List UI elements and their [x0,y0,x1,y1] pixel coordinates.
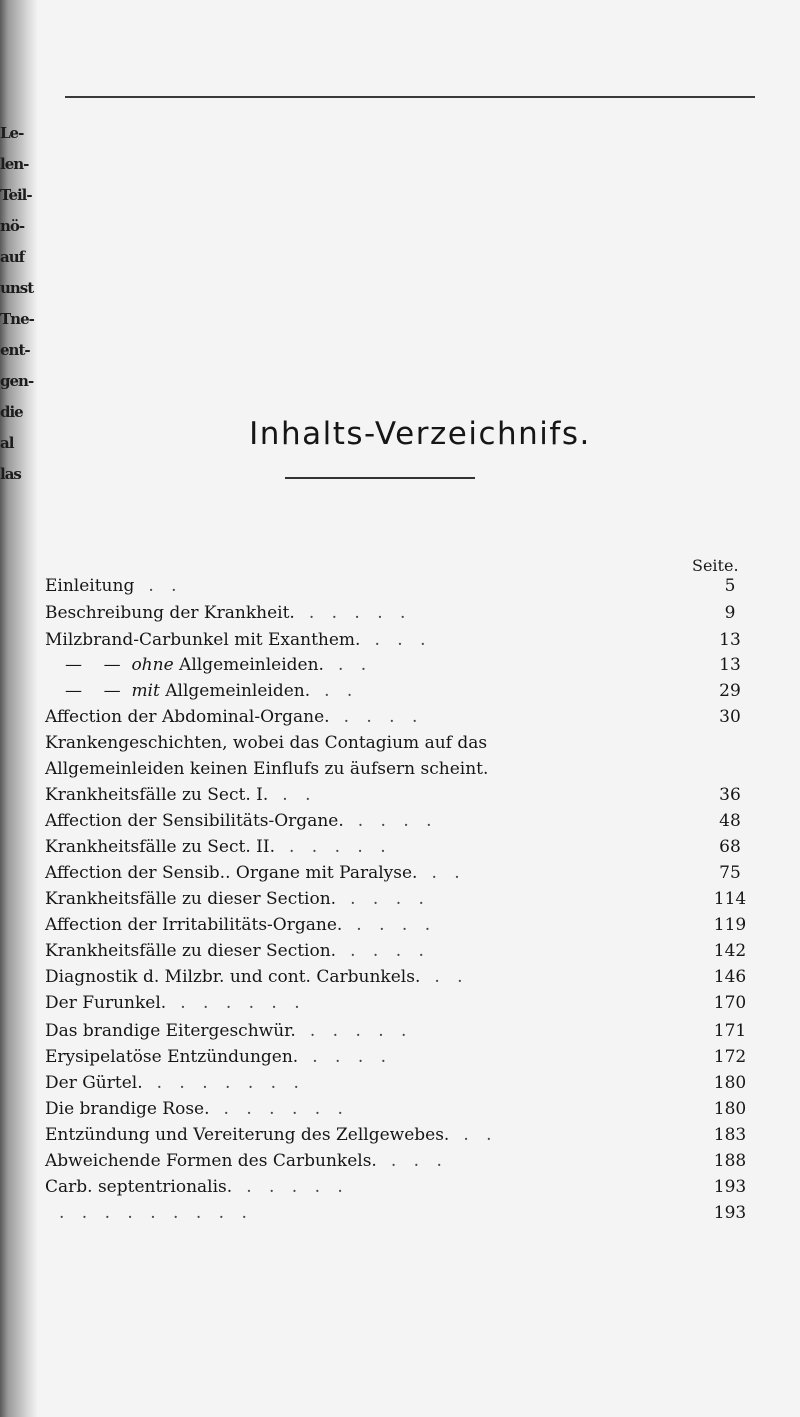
toc-leader-dots: . . [324,681,359,701]
toc-page-number: 171 [713,1021,747,1041]
toc-entry [45,707,685,727]
margin-fragment: die [0,403,23,421]
margin-fragment: Le- [0,124,24,142]
toc-leader-dots: . . [431,863,466,883]
margin-fragment: ent- [0,341,30,359]
toc-leader-dots: . . . . . . [223,1099,349,1119]
toc-page-number: 9 [724,603,736,623]
toc-entry [45,1021,685,1041]
toc-entry-title: Affection der Sensib.. Organe mit Paralyse. [45,863,418,883]
toc-leader-dots: . . . . . [289,837,392,857]
toc-entry-title: Affection der Irritabilitäts-Organe. [45,915,343,935]
toc-leader-dots: . . . . . . . [156,1073,305,1093]
toc-leader-dots: . . . . [343,707,424,727]
toc-page-number: 5 [724,576,736,596]
toc-page-number: 119 [713,915,747,935]
margin-fragment: al [0,434,14,452]
toc-page-number: 170 [713,993,747,1013]
toc-entry-title: Allgemeinleiden. [159,681,311,701]
toc-leader-dots: . . . [390,1151,448,1171]
toc-leader-dots: . . . . [350,941,430,961]
page-column-label: Seite. [692,556,739,575]
margin-fragment: len- [0,155,29,173]
toc-entry-title: Milzbrand-Carbunkel mit Exanthem. [45,630,361,650]
toc-entry [45,863,685,883]
toc-page-number: 193 [713,1203,747,1223]
toc-leader-dots: . . . [374,630,432,650]
toc-page-number: 68 [719,837,741,857]
toc-entry-title: Krankheitsfälle zu dieser Section. [45,941,337,961]
toc-leader-dots: . . . . [356,915,437,935]
toc-page-number: 75 [719,863,741,883]
toc-entry [45,681,685,701]
toc-entry [45,967,685,987]
toc-page-number: 114 [713,889,747,909]
toc-leader-dots: . . [148,576,183,596]
toc-entry [45,1203,685,1223]
toc-entry-title: Entzündung und Vereiterung des Zellgewebes. [45,1125,450,1145]
toc-entry-ditto: — — [65,655,132,675]
toc-entry [45,889,685,909]
toc-leader-dots: . . [337,655,373,675]
toc-leader-dots: . . . . . [309,1021,413,1041]
toc-entry [45,837,685,857]
toc-entry-qualifier: mit [131,681,160,701]
toc-entry [45,759,685,779]
toc-entry-title: Der Furunkel. [45,993,167,1013]
toc-entry-title: Abweichende Formen des Carbunkels. [45,1151,377,1171]
toc-entry [45,1125,685,1145]
toc-page-number: 29 [719,681,741,701]
toc-page-number: 193 [713,1177,747,1197]
toc-leader-dots: . . . . [350,889,430,909]
toc-page-number: 142 [713,941,747,961]
toc-entry [45,1047,685,1067]
toc-page-number: 13 [719,655,741,675]
toc-entry-title: Krankheitsfälle zu dieser Section. [45,889,337,909]
toc-entry-title: Beschreibung der Krankheit. [45,603,295,623]
toc-entry-qualifier: ohne [131,655,174,675]
toc-entry-title: Der Gürtel. [45,1073,143,1093]
toc-entry-title: Die brandige Rose. [45,1099,210,1119]
toc-entry-title: Erysipelatöse Entzündungen. [45,1047,299,1067]
toc-entry [45,576,685,596]
toc-entry [45,915,685,935]
toc-entry [45,1151,685,1171]
toc-entry [45,1073,685,1093]
toc-entry-ditto: — — [65,681,132,701]
toc-entry [45,941,685,961]
toc-leader-dots: . . [282,785,317,805]
toc-page-number: 180 [713,1099,747,1119]
toc-entry [45,785,685,805]
toc-page-number: 48 [719,811,741,831]
toc-page-number: 36 [719,785,741,805]
toc-leader-dots: . . . . . [308,603,412,623]
toc-entry-title: Allgemeinleiden. [173,655,324,675]
toc-entry-title: Allgemeinleiden keinen Einflufs zu äufsern scheint. [45,759,489,779]
toc-entry [45,630,685,650]
toc-entry [45,655,685,675]
page-title: Inhalts-Verzeichnifs. [249,416,591,452]
toc-entry [45,811,685,831]
toc-page-number: 188 [713,1151,747,1171]
margin-fragment: nö- [0,217,25,235]
margin-fragment: auf [0,248,25,266]
toc-leader-dots: . . . . . . . . . [59,1203,253,1223]
toc-page-number: 172 [713,1047,747,1067]
toc-entry [45,733,685,753]
margin-fragment: las [0,465,21,483]
toc-entry-title: Einleitung [45,576,135,596]
toc-entry [45,1177,685,1197]
margin-fragment: unst [0,279,34,297]
toc-leader-dots: . . . . . [246,1177,349,1197]
toc-page-number: 30 [719,707,741,727]
toc-leader-dots: . . . . . . [180,993,306,1013]
margin-fragment: Tne- [0,310,34,328]
toc-entry-title: Affection der Abdominal-Organe. [45,707,330,727]
margin-fragment: Teil- [0,186,32,204]
toc-page-number: 183 [713,1125,747,1145]
toc-page-number: 180 [713,1073,747,1093]
toc-entry [45,603,685,623]
toc-entry-title: Carb. septentrionalis. [45,1177,233,1197]
toc-leader-dots: . . [463,1125,498,1145]
toc-entry-title: Das brandige Eitergeschwür. [45,1021,296,1041]
toc-leader-dots: . . [434,967,469,987]
toc-entry [45,993,685,1013]
toc-leader-dots: . . . . [357,811,438,831]
margin-fragment: gen- [0,372,34,390]
toc-entry-title: Krankheitsfälle zu Sect. II. [45,837,275,857]
toc-leader-dots: . . . . [312,1047,393,1067]
toc-page-number: 13 [719,630,741,650]
toc-entry-title: Diagnostik d. Milzbr. und cont. Carbunkels. [45,967,421,987]
toc-entry-title: Krankengeschichten, wobei das Contagium auf das [45,733,488,753]
toc-page-number: 146 [713,967,747,987]
toc-entry-title: Affection der Sensibilitäts-Organe. [45,811,344,831]
toc-entry-title: Krankheitsfälle zu Sect. I. [45,785,269,805]
toc-entry [45,1099,685,1119]
